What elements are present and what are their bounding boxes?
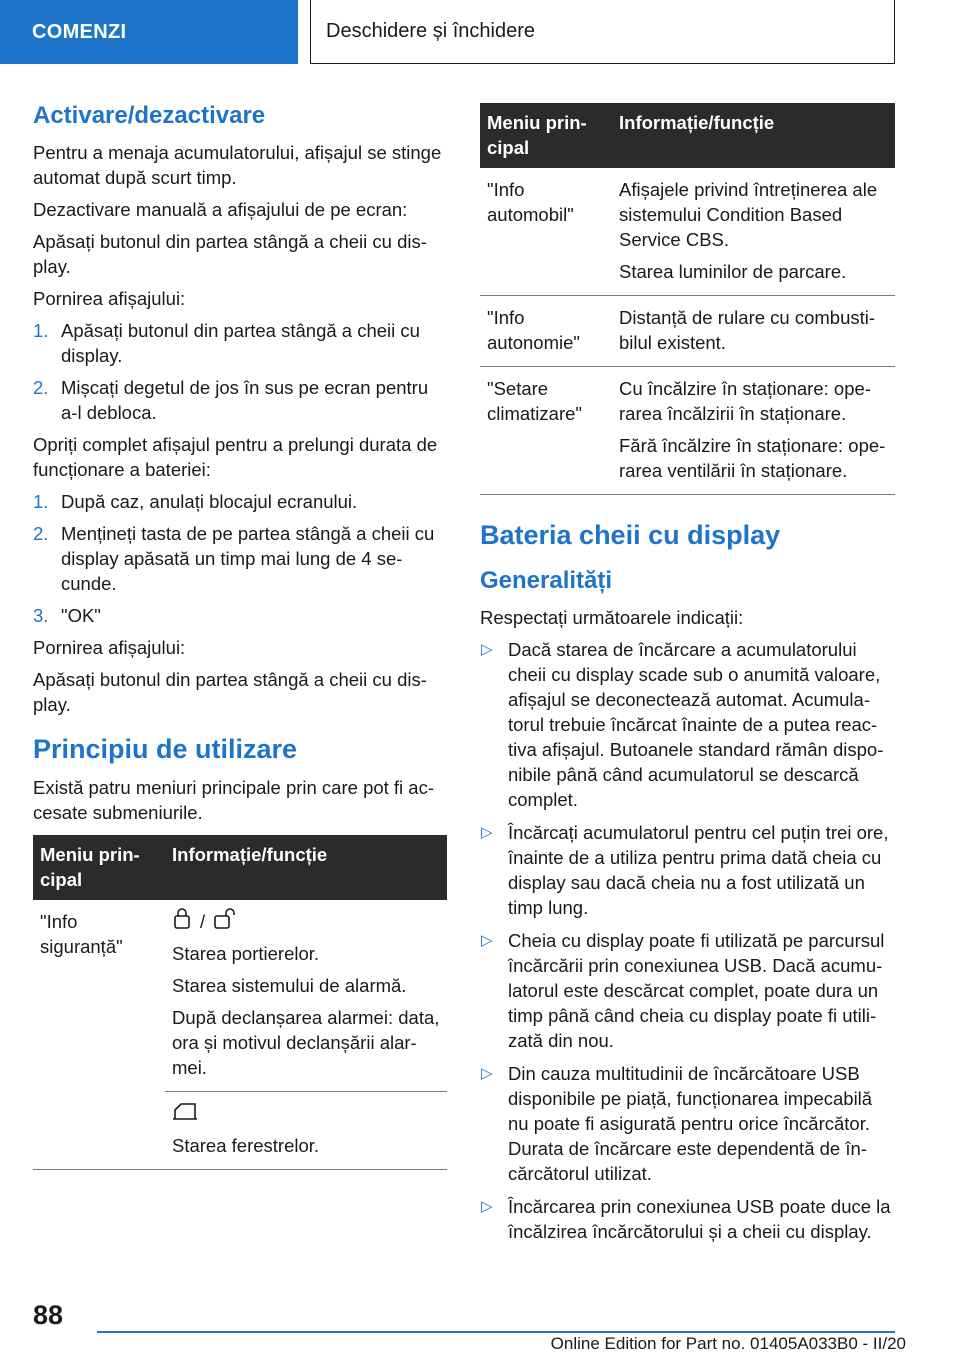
table-cell-menu: "Info automobil": [480, 168, 612, 296]
step-text: Apăsați butonul din partea stângă a cheii cu display.: [61, 320, 420, 366]
list-item: [33, 489, 447, 514]
icon-separator: /: [200, 911, 206, 932]
step-number: 3.: [33, 605, 49, 626]
triangle-bullet-icon: ▷: [481, 1198, 493, 1215]
list-item: [480, 1194, 895, 1244]
triangle-bullet-icon: ▷: [481, 932, 493, 949]
step-number: 2.: [33, 523, 49, 544]
table-cell-info: [612, 296, 895, 367]
tip-text: Din cauza multitudinii de încărcătoare USB disponibile pe piață, funcționarea impecabilă nu poate fi asigurată pentru orice încărcător. Durata de încărcare este dependentă de încărcătorul utilizat.: [508, 1063, 873, 1184]
paragraph: Dezactivare manuală a afișajului de pe ecran:: [33, 199, 408, 220]
paragraph: Pentru a menaja acumulatorului, afișajul se stinge automat după scurt timp.: [33, 142, 442, 188]
chapter-title: [310, 0, 895, 64]
paragraph: Opriți complet afișajul pentru a prelungi durata de funcționare a bateriei:: [33, 434, 438, 480]
step-number: 1.: [33, 491, 49, 512]
tip-text: Încărcați acumulatorul pentru cel puțin trei ore, înainte de a utiliza pentru prima dată cheia cu display sau dacă cheia nu a fost utilizată un timp lung.: [508, 822, 889, 918]
table-row: [480, 296, 895, 367]
table-cell-info: [612, 367, 895, 495]
info-line: După declanșarea alarmei: data, ora și motivul declanșării alarmei.: [172, 1007, 440, 1078]
triangle-bullet-icon: ▷: [481, 1065, 493, 1082]
table-header-row: [480, 103, 895, 168]
list-item: [480, 637, 895, 812]
right-column: [480, 103, 895, 1252]
list-item: [33, 521, 447, 596]
info-line: Afișajele privind întreținerea ale sistemului Condition Based Service CBS.: [619, 179, 878, 250]
table-cell-info: [165, 900, 447, 1092]
list-item: [33, 318, 447, 368]
paragraph: Apăsați butonul din partea stângă a cheii cu display.: [33, 231, 427, 277]
table-header-info: Informație/funcție: [612, 103, 895, 168]
menu-table-left: [33, 835, 447, 1170]
icons-row: [172, 909, 440, 934]
table-cell-menu: "Info siguranță": [33, 900, 165, 1170]
paragraph: Există patru meniuri principale prin care pot fi accesate submeniurile.: [33, 777, 435, 823]
triangle-bullet-icon: ▷: [481, 824, 493, 841]
step-text: Mențineți tasta de pe partea stângă a cheii cu display apăsată un timp mai lung de 4 secunde.: [61, 523, 435, 594]
tip-text: Dacă starea de încărcare a acumulatorului cheii cu display scade sub o anumită valoare, afișajul se deconectează automat. Acumulatorul trebuie încărcat înainte de a putea reactiva afișajul. Butoanele standard rămân disponibile până când acumulatorul se descarcă complet.: [508, 639, 884, 810]
info-line: Cu încălzire în staționare: operarea încălzirii în staționare.: [619, 378, 871, 424]
page-number: 88: [33, 1300, 64, 1330]
heading-activation: Activare/dezactivare: [33, 102, 266, 129]
step-number: 2.: [33, 377, 49, 398]
chapter-title-text: Deschidere și închidere: [326, 20, 535, 42]
step-text: Mișcați degetul de jos în sus pe ecran pentru a-l debloca.: [61, 377, 429, 423]
paragraph: Pornirea afișajului:: [33, 637, 186, 658]
paragraph: Apăsați butonul din partea stângă a cheii cu display.: [33, 669, 427, 715]
heading-general: Generalități: [480, 567, 613, 594]
list-item: [480, 820, 895, 920]
door-unlocked-icon: [213, 908, 239, 936]
section-tab: COMENZI: [0, 0, 298, 64]
window-icon: [172, 1100, 198, 1128]
table-header-menu: Meniu principal: [33, 835, 165, 900]
table-cell-menu: "Info autonomie": [480, 296, 612, 367]
door-locked-icon: [172, 908, 192, 936]
tip-text: Încărcarea prin conexiunea USB poate duce la încălzirea încărcătorului și a cheii cu display.: [508, 1196, 891, 1242]
step-text: După caz, anulați blocajul ecranului.: [61, 491, 358, 512]
info-line: Starea portierelor.: [172, 943, 320, 964]
table-row: [480, 367, 895, 495]
info-line: Starea sistemului de alarmă.: [172, 975, 407, 996]
triangle-bullet-icon: ▷: [481, 641, 493, 658]
table-row: [480, 168, 895, 296]
table-header-row: [33, 835, 447, 900]
menu-table-right: [480, 103, 895, 495]
paragraph: Pornirea afișajului:: [33, 288, 186, 309]
tips-list: [480, 637, 895, 1244]
footer-divider: [97, 1331, 895, 1333]
table-cell-info: [612, 168, 895, 296]
table-row: [33, 900, 447, 1092]
list-item: [480, 928, 895, 1053]
icons-row: [172, 1101, 440, 1126]
list-item: [33, 375, 447, 425]
steps-list-1: [33, 318, 447, 425]
info-line: Starea luminilor de parcare.: [619, 261, 847, 282]
step-text: "OK": [61, 605, 101, 626]
table-header-menu: Meniu principal: [480, 103, 612, 168]
paragraph: Respectați următoarele indicații:: [480, 607, 744, 628]
table-cell-menu: "Setare climatizare": [480, 367, 612, 495]
list-item: [33, 603, 447, 628]
left-column: [33, 100, 447, 1170]
step-number: 1.: [33, 320, 49, 341]
table-cell-info: [165, 1092, 447, 1170]
heading-principle: Principiu de utilizare: [33, 734, 298, 764]
edition-note: Online Edition for Part no. 01405A033B0 - II/20: [550, 1334, 906, 1353]
steps-list-2: [33, 489, 447, 628]
info-line: Starea ferestrelor.: [172, 1135, 320, 1156]
heading-battery: Bateria cheii cu display: [480, 520, 781, 550]
table-header-info: Informație/funcție: [165, 835, 447, 900]
info-line: Distanță de rulare cu combustibilul existent.: [619, 307, 876, 353]
tip-text: Cheia cu display poate fi utilizată pe parcursul încărcării prin conexiunea USB. Dacă acumulatorul este descărcat complet, poate dura un timp până când cheia cu display poate fi utilizată din nou.: [508, 930, 885, 1051]
info-line: Fără încălzire în staționare: operarea ventilării în staționare.: [619, 435, 886, 481]
list-item: [480, 1061, 895, 1186]
